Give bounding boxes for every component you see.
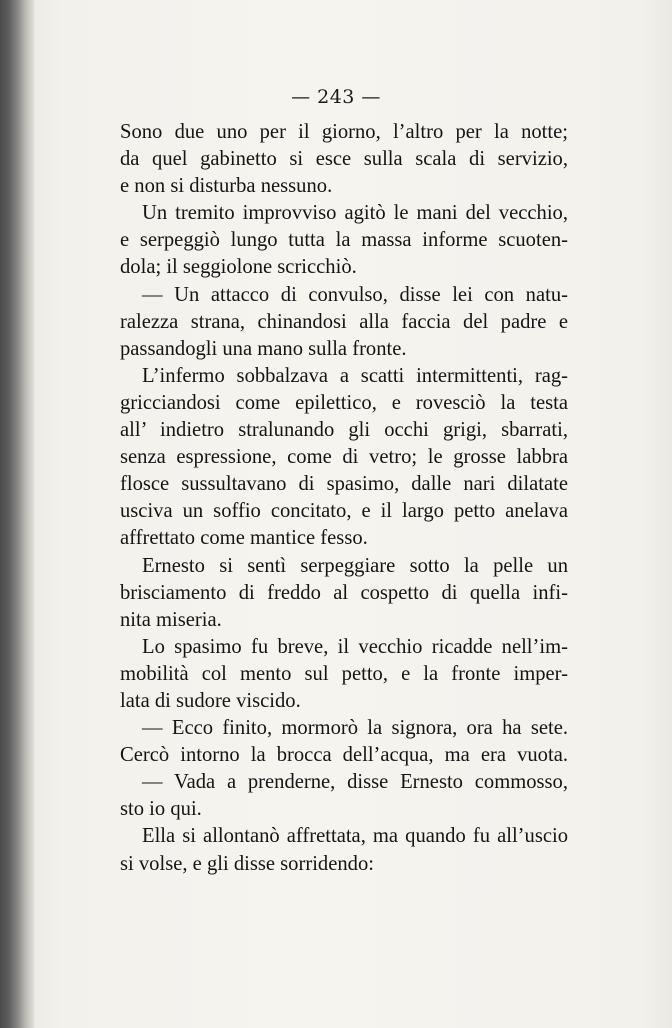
page-number: — 243 — [291,86,381,108]
text-line: — Un attacco di convulso, disse lei con natu- [142,283,568,306]
text-line: Un tremito improvviso agitò le mani del vecchio, [142,202,568,225]
text-line: Ella si allontanò affrettata, ma quando fu all’uscio [142,825,568,848]
text-line: mobilità col mento sul petto, e la fronte imper- [120,662,568,685]
text-line: — Ecco finito, mormorò la signora, ora ha sete. [142,717,568,740]
paragraph [120,119,568,200]
text-line: brisciamento di freddo al cospetto di quella infi- [120,581,568,604]
text-line: si volse, e gli disse sorridendo: [120,852,374,875]
text-line: da quel gabinetto si esce sulla scala di servizio, [120,148,568,171]
text-line: Ernesto si sentì serpeggiare sotto la pelle un [142,554,568,577]
text-line: affrettato come mantice fesso. [120,527,368,550]
paragraph [120,715,568,769]
paragraph [120,634,568,715]
text-line: e non si disturba nessuno. [120,175,333,198]
paragraph [120,823,568,877]
text-line: lata di sudore viscido. [120,689,301,712]
text-line: nita miseria. [120,608,222,631]
paragraph [120,553,568,634]
text-line: ralezza strana, chinandosi alla faccia del padre e [120,310,568,333]
text-line: e serpeggiò lungo tutta la massa informe scuoten- [120,229,568,252]
text-line: Lo spasimo fu breve, il vecchio ricadde nell’im- [142,635,568,658]
body-text [120,116,568,878]
text-line: Cercò intorno la brocca dell’acqua, ma era vuota. [120,744,568,767]
text-line: passandogli una mano sulla fronte. [120,337,407,360]
text-line: sto io qui. [120,798,202,821]
paragraph [120,200,568,281]
text-line: dola; il seggiolone scricchiò. [120,256,357,279]
text-line: L’infermo sobbalzava a scatti intermittenti, rag- [142,364,568,387]
text-line: gricciandosi come epilettico, e rovesciò la testa [120,391,568,414]
paragraph [120,363,568,553]
text-line: usciva un soffio concitato, e il largo petto anelava [120,500,568,523]
paragraph [120,282,568,363]
text-line: — Vada a prenderne, disse Ernesto commosso, [142,771,568,794]
text-line: Sono due uno per il giorno, l’altro per la notte; [120,121,568,143]
text-line: all’ indietro stralunando gli occhi grigi, sbarrati, [120,419,568,442]
paragraph [120,769,568,823]
text-line: senza espressione, come di vetro; le grosse labbra [120,446,568,469]
text-line: flosce sussultavano di spasimo, dalle nari dilatate [120,473,568,496]
binding-edge [0,0,34,1028]
